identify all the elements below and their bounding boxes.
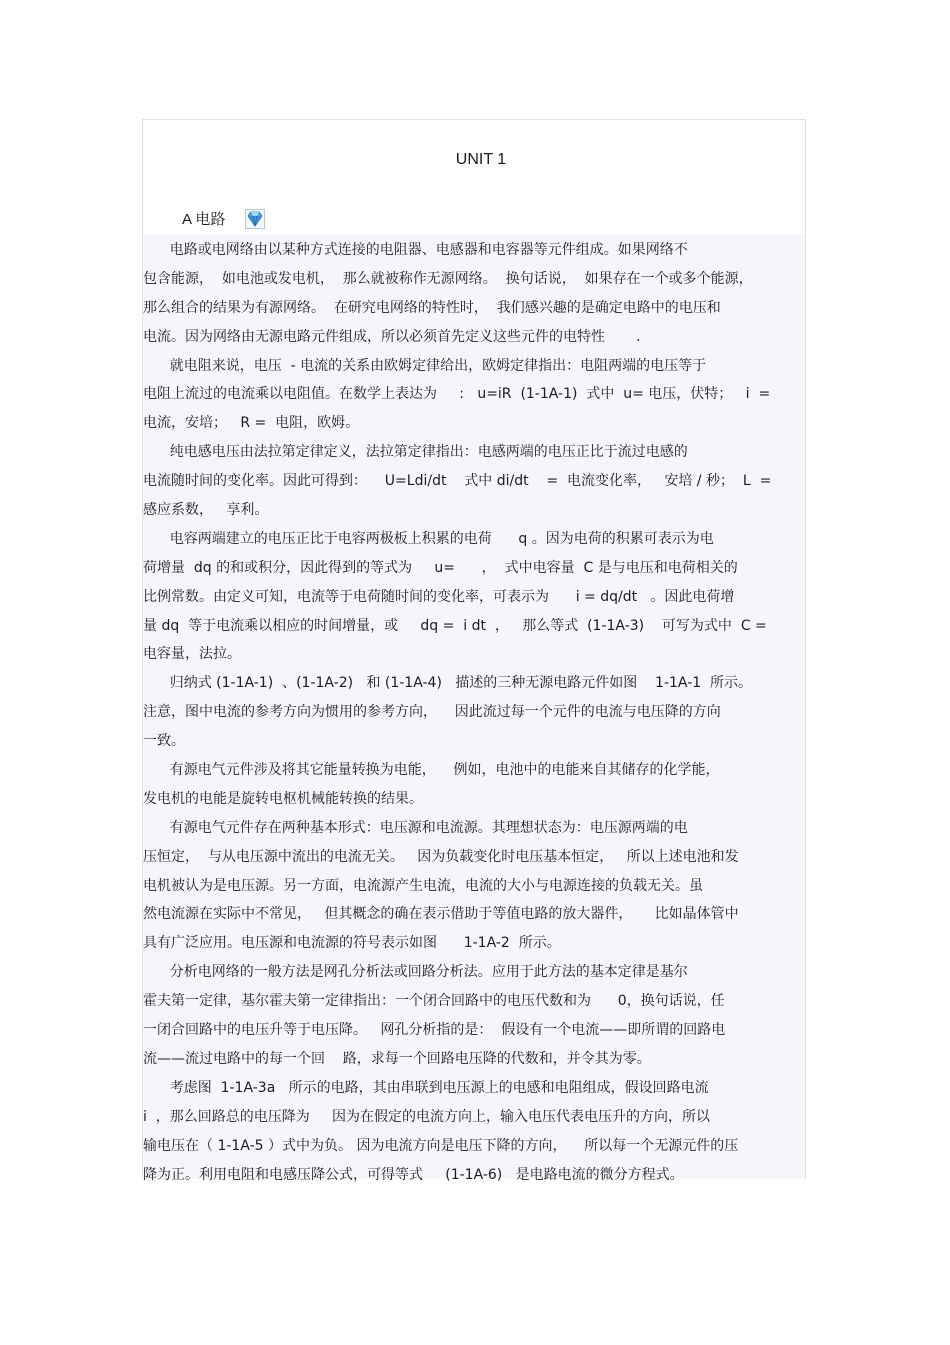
text-line: 降为正。利用电阻和电感压降公式，可得等式 (1-1A-6) 是电路电流的微分方程式。 bbox=[143, 1166, 684, 1183]
text-line: 包含能源， 如电池或发电机， 那么就被称作无源网络。 换句话说， 如果存在一个或多个能源， bbox=[143, 270, 753, 287]
text-line: 霍夫第一定律，基尔霍夫第一定律指出：一个闭合回路中的电压代数和为 0，换句话说，任 bbox=[143, 993, 725, 1010]
text-line: 电机被认为是电压源。另一方面，电流源产生电流，电流的大小与电源连接的负载无关。虽 bbox=[143, 877, 703, 894]
text-line: 电路或电网络由以某种方式连接的电阻器、电感器和电容器等元件组成。如果网络不 bbox=[143, 242, 688, 258]
text-line: 电流随时间的变化率。因此可得到： U=Ldi/dt 式中 di/dt = 电流变化率， 安培 / 秒； L = bbox=[143, 473, 772, 490]
text-line: 量 dq 等于电流乘以相应的时间增量，或 dq = i dt ， 那么等式 (1-1A-3) 可写为式中 C = bbox=[143, 617, 767, 634]
text-line: 电容两端建立的电压正比于电容两极板上积累的电荷 q 。因为电荷的积累可表示为电 bbox=[143, 530, 714, 547]
text-line: 分析电网络的一般方法是网孔分析法或回路分析法。应用于此方法的基本定律是基尔 bbox=[143, 964, 688, 981]
text-line: 纯电感电压由法拉第定律定义，法拉第定律指出：电感两端的电压正比于流过电感的 bbox=[143, 444, 688, 461]
text-line: 荷增量 dq 的和或积分，因此得到的等式为 u= ， 式中电容量 C 是与电压和电荷相关的 bbox=[143, 559, 738, 576]
text-line: 电流。因为网络由无源电路元件组成，所以必须首先定义这些元件的电特性 . bbox=[143, 328, 641, 345]
text-line: 注意，图中电流的参考方向为惯用的参考方向， 因此流过每一个元件的电流与电压降的方向 bbox=[143, 704, 721, 721]
text-line: 发电机的电能是旋转电枢机械能转换的结果。 bbox=[143, 790, 423, 807]
text-line: 有源电气元件涉及将其它能量转换为电能， 例如，电池中的电能来自其储存的化学能， bbox=[143, 762, 720, 779]
text-line: 电流，安培； R = 电阻，欧姆。 bbox=[143, 415, 360, 432]
text-line: i ，那么回路总的电压降为 因为在假定的电流方向上，输入电压代表电压升的方向，所以 bbox=[143, 1108, 711, 1125]
gem-icon bbox=[245, 209, 265, 229]
text-line: 归纳式 (1-1A-1) 、(1-1A-2) 和 (1-1A-4) 描述的三种无源电路元件如图 1-1A-1 所示。 bbox=[143, 675, 753, 692]
section-heading bbox=[182, 208, 265, 229]
text-line: 一致。 bbox=[143, 733, 185, 750]
text-line: 流——流过电路中的每一个回 路，求每一个回路电压降的代数和，并令其为零。 bbox=[143, 1050, 651, 1067]
unit-title: UNIT 1 bbox=[455, 151, 507, 168]
text-line: 压恒定， 与从电压源中流出的电流无关。 因为负载变化时电压基本恒定， 所以上述电池和发 bbox=[143, 848, 739, 865]
text-line: 那么组合的结果为有源网络。 在研究电网络的特性时， 我们感兴趣的是确定电路中的电压和 bbox=[143, 299, 721, 316]
text-line: 电阻上流过的电流乘以电阻值。在数学上表达为 : u=iR (1-1A-1) 式中 u= 电压，伏特； i = bbox=[143, 386, 771, 403]
text-line: 然电流源在实际中不常见， 但其概念的确在表示借助于等值电路的放大器件， 比如晶体管中 bbox=[143, 906, 739, 923]
text-line: 就电阻来说，电压 - 电流的关系由欧姆定律给出，欧姆定律指出：电阻两端的电压等于 bbox=[143, 357, 707, 374]
text-line: 感应系数， 享利。 bbox=[143, 502, 269, 519]
text-line: 电容量，法拉。 bbox=[143, 646, 241, 663]
text-line: 输电压在（ 1-1A-5 ）式中为负。 因为电流方向是电压下降的方向， 所以每一个无源元件的压 bbox=[143, 1137, 739, 1154]
section-label: A 电路 bbox=[182, 211, 226, 228]
body-text bbox=[143, 236, 805, 1189]
text-line: 具有广泛应用。电压源和电流源的符号表示如图 1-1A-2 所示。 bbox=[143, 935, 561, 952]
text-line: 有源电气元件存在两种基本形式：电压源和电流源。其理想状态为：电压源两端的电 bbox=[143, 819, 688, 836]
text-line: 比例常数。由定义可知，电流等于电荷随时间的变化率，可表示为 i = dq/dt 。因此电荷增 bbox=[143, 588, 735, 605]
text-line: 考虑图 1-1A-3a 所示的电路，其由串联到电压源上的电感和电阻组成，假设回路电流 bbox=[143, 1079, 709, 1096]
text-line: 一闭合回路中的电压升等于电压降。 网孔分析指的是： 假设有一个电流——即所谓的回路电 bbox=[143, 1022, 726, 1039]
